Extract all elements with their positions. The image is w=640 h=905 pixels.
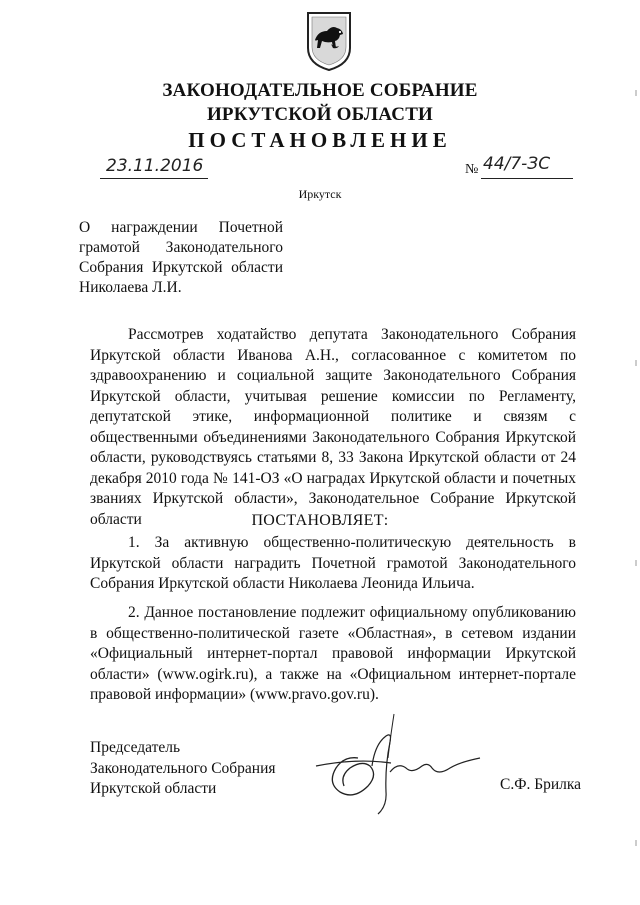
preamble-text: Рассмотрев ходатайство депутата Законодательного Собрания Иркутской области Иванова А.Н., согласованное с комитетом по здравоохранению и социальной защите Законодательного Собрания Иркутской области, учитывая решение комиссии по Регламенту, депутатской этике, информационной политике и связям с общественными объединениями Законодательного Собрания Иркутской области, руководствуясь статьями 8, 33 Закона Иркутской области от 24 декабря 2010 года № 141-ОЗ «О наградах Иркутской области и почетных званиях Иркутской области», Законодательное Собрание Иркутской области — [90, 326, 576, 528]
number-underline — [481, 178, 573, 179]
signatory-title-line2: Законодательного Собрания — [90, 759, 276, 777]
clause-2 — [90, 603, 576, 706]
subject-line-1: О награждении Почетной — [79, 219, 283, 236]
preamble — [90, 325, 576, 530]
signatory-title — [90, 738, 310, 800]
scan-edge-marks — [634, 0, 638, 905]
coat-of-arms-icon — [304, 10, 354, 72]
clause-1 — [90, 533, 576, 595]
org-name-line2: ИРКУТСКОЙ ОБЛАСТИ — [206, 104, 434, 125]
date-underline — [100, 178, 208, 179]
signatory-title-line3: Иркутской области — [90, 780, 217, 797]
document-date-value: 23.11.2016 — [106, 156, 204, 176]
document-number — [465, 156, 575, 184]
document-type-title: ПОСТАНОВЛЕНИЕ — [188, 128, 452, 152]
subject-line-2: грамотой Законодательного — [79, 239, 283, 256]
document-number-value: 44/7-ЗС — [483, 154, 551, 174]
signatory-name: С.Ф. Брилка — [500, 776, 582, 793]
clause-1-text: 1. За активную общественно-политическую деятельность в Иркутской области наградить Почетной грамотой Законодательного Собрания Иркутской области Николаева Леонида Ильича. — [90, 534, 576, 592]
signature-icon — [306, 712, 506, 822]
document-city: Иркутск — [298, 187, 342, 201]
clause-2-text: 2. Данное постановление подлежит официальному опубликованию в общественно-политической газете «Областная», в сетевом издании «Официальный интернет-портал правовой информации Иркутской области» (www.ogirk.ru), а также на «Официальном интернет-портале правовой информации» (www.pravo.gov.ru). — [90, 604, 576, 703]
document-subject — [79, 218, 283, 298]
decision-heading: ПОСТАНОВЛЯЕТ: — [251, 512, 389, 529]
org-name-line1: ЗАКОНОДАТЕЛЬНОЕ СОБРАНИЕ — [162, 80, 478, 101]
subject-line-3: Собрания Иркутской области — [79, 259, 283, 276]
document-date — [100, 158, 210, 184]
signatory-title-line1: Председатель — [90, 739, 181, 756]
number-sign: № — [465, 162, 479, 177]
subject-line-4: Николаева Л.И. — [79, 279, 182, 296]
